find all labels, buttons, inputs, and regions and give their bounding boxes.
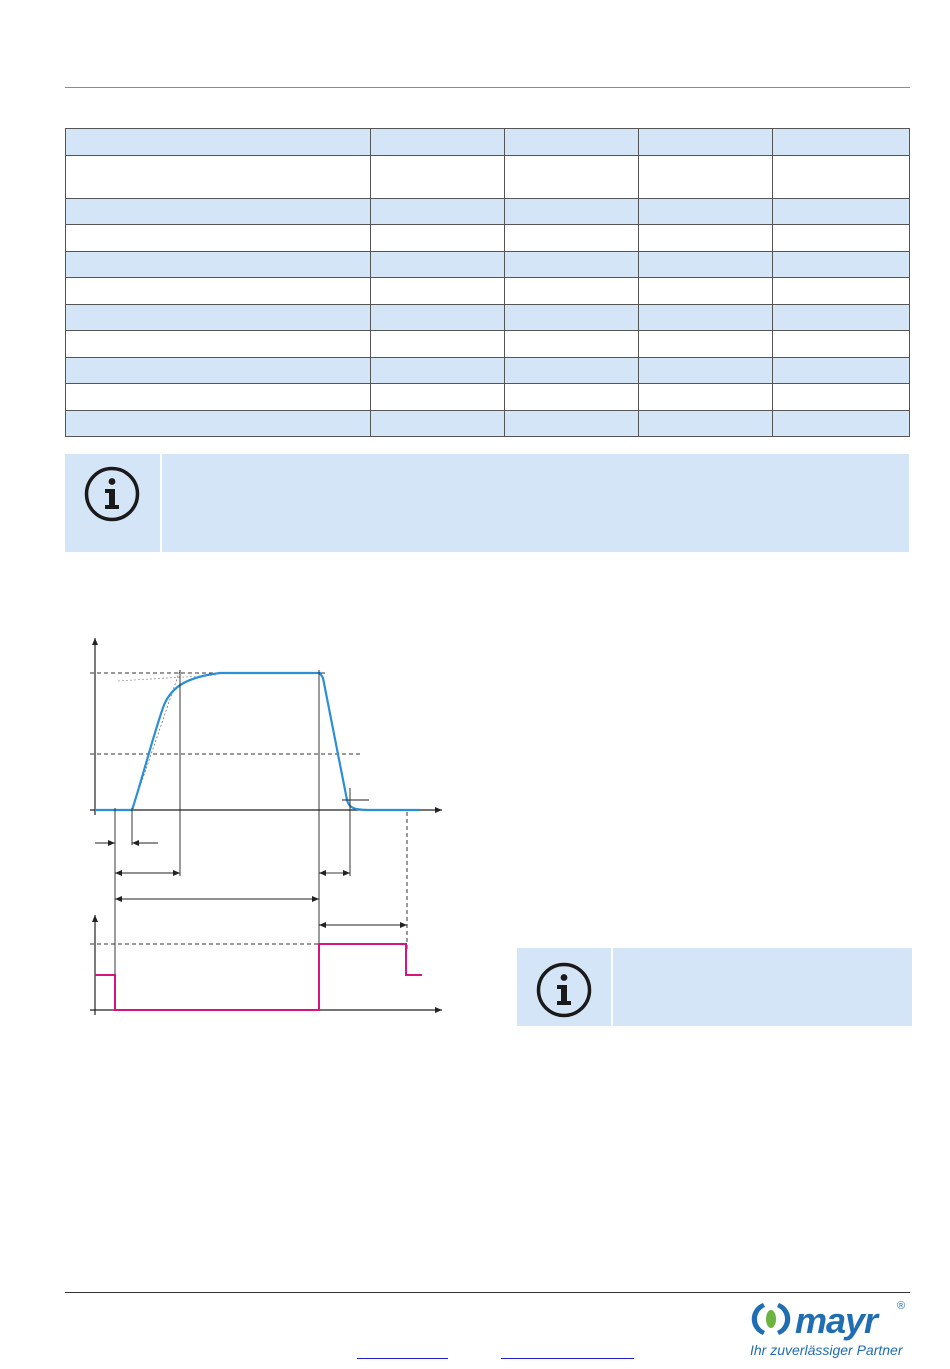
- logo-slogan: Ihr zuverlässiger Partner: [750, 1342, 903, 1358]
- table-header-row: [66, 129, 910, 156]
- current-curve: [95, 673, 420, 810]
- table-cell: [505, 156, 639, 199]
- table-cell: [371, 225, 505, 252]
- logo-registered-mark: ®: [897, 1300, 906, 1312]
- info-icon: [83, 465, 141, 523]
- table-row: [66, 411, 910, 437]
- table-cell: [505, 384, 639, 411]
- table-cell: [773, 331, 910, 358]
- table-cell: [639, 252, 773, 278]
- table-cell: [371, 278, 505, 305]
- table-cell: [371, 384, 505, 411]
- info-note-box: [65, 454, 909, 552]
- data-table: [65, 128, 910, 437]
- table-cell: [66, 278, 371, 305]
- table-cell: [639, 129, 773, 156]
- mayr-logo: [750, 1300, 915, 1362]
- signal-curve: [95, 944, 422, 1010]
- table-cell: [639, 331, 773, 358]
- table-cell: [66, 199, 371, 225]
- table-row: [66, 278, 910, 305]
- dimension-arrows: [95, 843, 407, 925]
- table-cell: [66, 252, 371, 278]
- table-cell: [66, 305, 371, 331]
- table-row: [66, 199, 910, 225]
- table-cell: [639, 199, 773, 225]
- table-cell: [371, 331, 505, 358]
- table-row: [66, 225, 910, 252]
- table-cell: [773, 156, 910, 199]
- table-cell: [66, 411, 371, 437]
- lower-axes: [90, 915, 442, 1015]
- table-cell: [773, 411, 910, 437]
- table-cell: [773, 129, 910, 156]
- table-cell: [505, 129, 639, 156]
- logo-wordmark: mayr: [795, 1300, 878, 1341]
- table-cell: [639, 305, 773, 331]
- table-cell: [639, 411, 773, 437]
- table-cell: [639, 278, 773, 305]
- table-cell: [66, 129, 371, 156]
- info-note-box-small: [517, 948, 912, 1026]
- table-cell: [773, 358, 910, 384]
- table-cell: [371, 199, 505, 225]
- table-cell: [639, 156, 773, 199]
- table-cell: [505, 278, 639, 305]
- table-cell: [371, 156, 505, 199]
- table-cell: [639, 384, 773, 411]
- table-cell: [773, 252, 910, 278]
- table-cell: [773, 199, 910, 225]
- info-icon: [535, 961, 593, 1019]
- timing-diagram: [80, 630, 460, 1030]
- header-rule: [65, 87, 910, 88]
- table-cell: [773, 305, 910, 331]
- table-cell: [773, 278, 910, 305]
- table-cell: [505, 331, 639, 358]
- table-row: [66, 156, 910, 199]
- table-cell: [66, 384, 371, 411]
- table-row: [66, 358, 910, 384]
- table-cell: [66, 358, 371, 384]
- table-row: [66, 384, 910, 411]
- mayr-logo-mark-icon: [750, 1298, 792, 1340]
- table-cell: [505, 411, 639, 437]
- footer-link-underline[interactable]: [357, 1358, 448, 1359]
- table-row: [66, 331, 910, 358]
- table-cell: [371, 305, 505, 331]
- table-cell: [66, 331, 371, 358]
- table-cell: [505, 252, 639, 278]
- table-cell: [371, 129, 505, 156]
- table-cell: [371, 411, 505, 437]
- footer-links: [0, 1357, 950, 1369]
- table-cell: [66, 225, 371, 252]
- table-cell: [371, 358, 505, 384]
- upper-axes: [90, 638, 442, 815]
- footer-link-underline[interactable]: [501, 1358, 634, 1359]
- table-cell: [505, 358, 639, 384]
- table-cell: [505, 305, 639, 331]
- table-cell: [639, 358, 773, 384]
- table-cell: [773, 225, 910, 252]
- table-cell: [505, 225, 639, 252]
- table-row: [66, 305, 910, 331]
- table-row: [66, 252, 910, 278]
- table-cell: [505, 199, 639, 225]
- table-cell: [639, 225, 773, 252]
- footer-rule: [65, 1292, 910, 1293]
- table-cell: [371, 252, 505, 278]
- table-cell: [773, 384, 910, 411]
- table-cell: [66, 156, 371, 199]
